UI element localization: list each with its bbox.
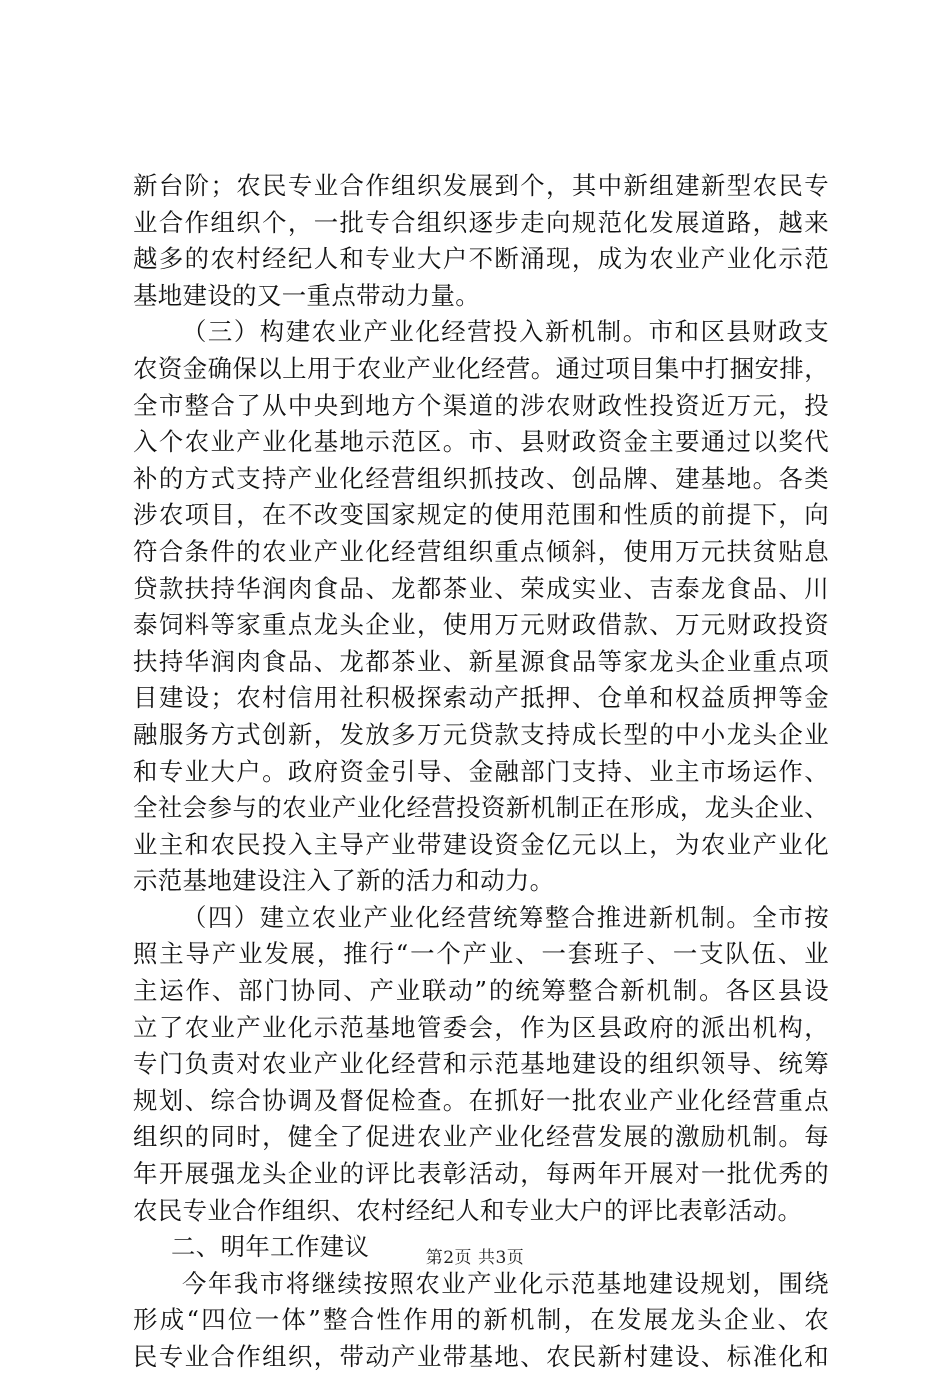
document-body [133, 168, 829, 1376]
text-line: 业主和农民投入主导产业带建设资金亿元以上，为农业产业化 [133, 829, 829, 859]
text-line: 融服务方式创新，发放多万元贷款支持成长型的中小龙头企业 [133, 719, 829, 749]
text-line: 民专业合作组织，带动产业带基地、农民新村建设、标准化和 [133, 1342, 829, 1371]
text-line: 规划、综合协调及督促检查。在抓好一批农业产业化经营重点 [133, 1085, 829, 1115]
text-line: 补的方式支持产业化经营组织抓技改、创品牌、建基地。各类 [133, 463, 829, 493]
text-line: 和专业大户。政府资金引导、金融部门支持、业主市场运作、 [133, 756, 829, 786]
section-heading-line: （四）建立农业产业化经营统筹整合推进新机制。全市按 [182, 902, 829, 932]
text-line: 符合条件的农业产业化经营组织重点倾斜，使用万元扶贫贴息 [133, 536, 829, 566]
text-line: 越多的农村经纪人和专业大户不断涌现，成为农业产业化示范 [133, 244, 829, 274]
text-line: 农民专业合作组织、农村经纪人和专业大户的评比表彰活动。 [133, 1195, 803, 1225]
text-line: 年开展强龙头企业的评比表彰活动，每两年开展对一批优秀的 [133, 1159, 829, 1189]
text-line: 组织的同时，健全了促进农业产业化经营发展的激励机制。每 [133, 1122, 829, 1152]
section-heading-line: （三）构建农业产业化经营投入新机制。市和区县财政支 [182, 317, 829, 347]
text-line: 今年我市将继续按照农业产业化示范基地建设规划，围绕 [182, 1268, 829, 1298]
text-line: 泰饲料等家重点龙头企业，使用万元财政借款、万元财政投资 [133, 610, 829, 640]
text-line: 全社会参与的农业产业化经营投资新机制正在形成，龙头企业、 [133, 793, 829, 823]
text-line: 业合作组织个，一批专合组织逐步走向规范化发展道路，越来 [133, 207, 829, 237]
text-line: 示范基地建设注入了新的活力和动力。 [133, 866, 555, 896]
text-line: 基地建设的又一重点带动力量。 [133, 280, 481, 310]
text-line: 新台阶；农民专业合作组织发展到个，其中新组建新型农民专 [133, 171, 829, 200]
page-number-footer: 第2页 共3页 [425, 1248, 525, 1268]
text-line: 专门负责对农业产业化经营和示范基地建设的组织领导、统筹 [133, 1049, 829, 1079]
text-line: 扶持华润肉食品、龙都茶业、新星源食品等家龙头企业重点项 [133, 646, 829, 676]
text-line: 目建设；农村信用社积极探索动产抵押、仓单和权益质押等金 [133, 683, 829, 713]
text-line: 农资金确保以上用于农业产业化经营。通过项目集中打捆安排， [133, 353, 829, 383]
text-line: 全市整合了从中央到地方个渠道的涉农财政性投资近万元，投 [133, 390, 829, 420]
text-line: 形成“四位一体”整合性作用的新机制，在发展龙头企业、农 [133, 1305, 829, 1335]
text-line: 入个农业产业化基地示范区。市、县财政资金主要通过以奖代 [133, 427, 829, 457]
text-line: 照主导产业发展，推行“一个产业、一套班子、一支队伍、业 [133, 939, 829, 969]
text-line: 贷款扶持华润肉食品、龙都茶业、荣成实业、吉泰龙食品、川 [133, 573, 829, 603]
text-line: 主运作、部门协同、产业联动”的统筹整合新机制。各区县设 [133, 976, 829, 1006]
section-heading: 二、明年工作建议 [171, 1232, 370, 1262]
text-line: 立了农业产业化示范基地管委会，作为区县政府的派出机构， [133, 1012, 829, 1042]
text-line: 涉农项目，在不改变国家规定的使用范围和性质的前提下，向 [133, 500, 829, 530]
